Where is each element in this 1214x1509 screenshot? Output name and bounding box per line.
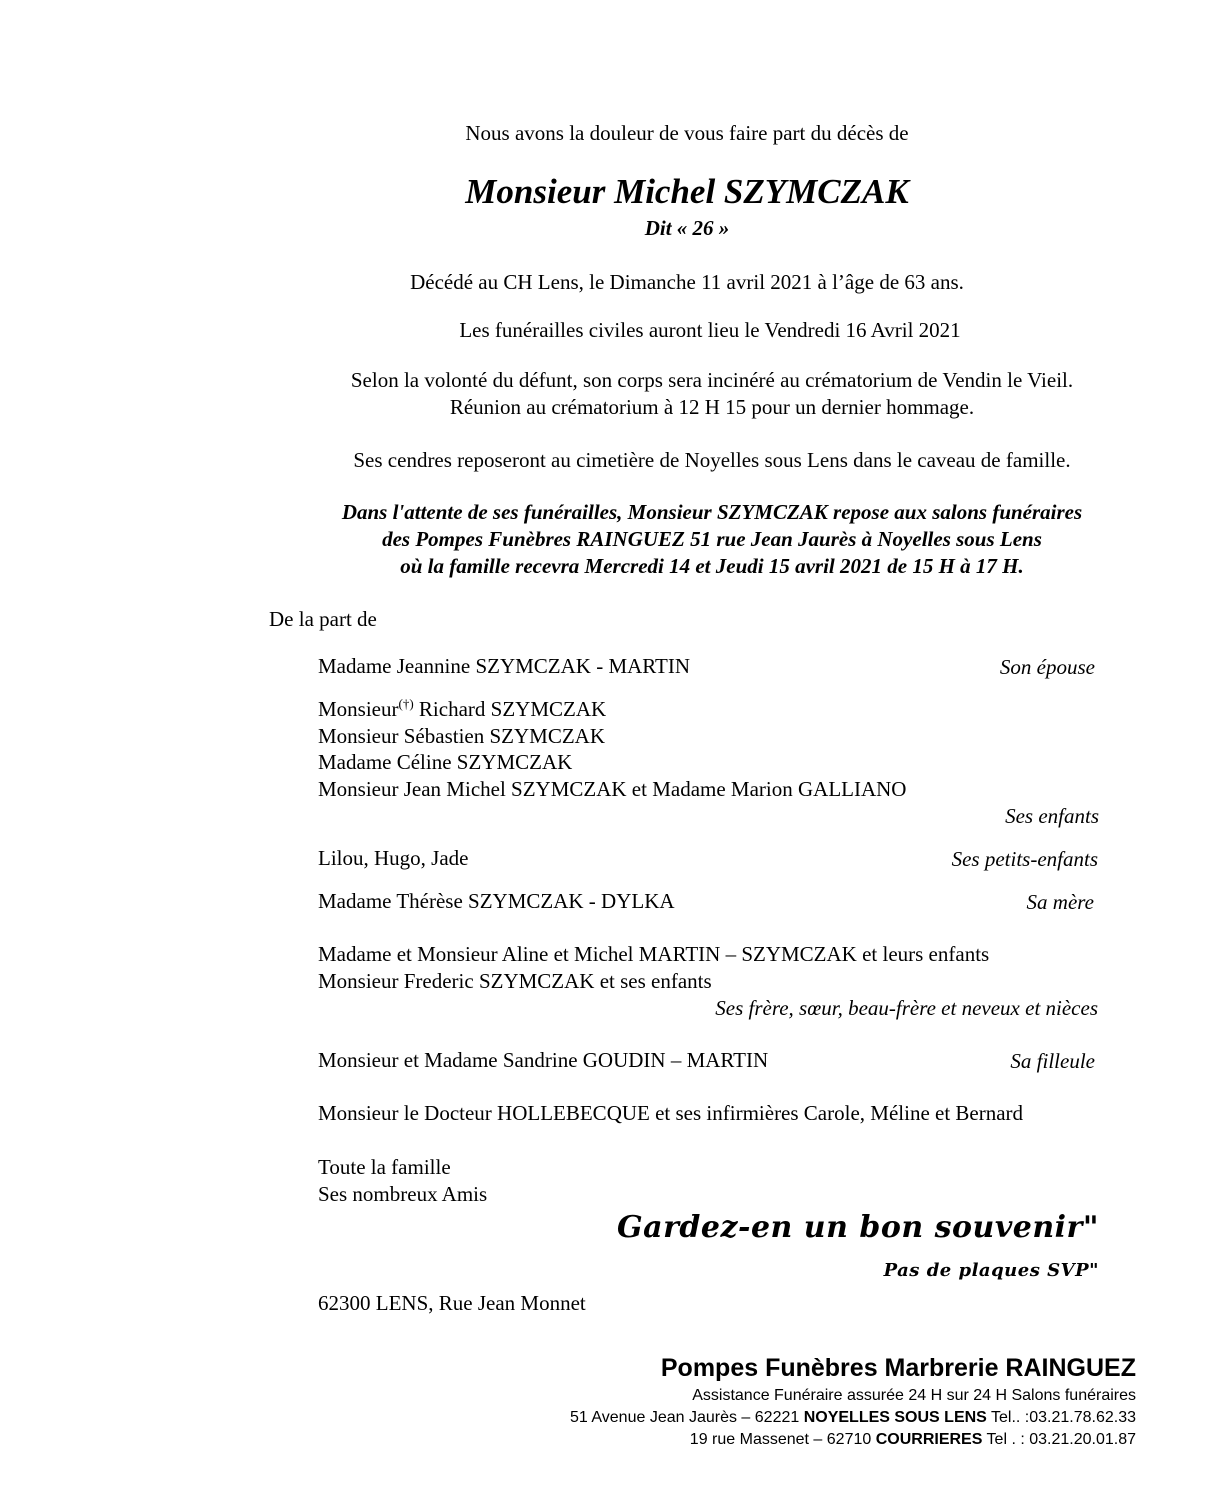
child-2: Monsieur Sébastien SZYMCZAK — [318, 724, 605, 748]
office-1-city: NOYELLES SOUS LENS — [803, 1409, 987, 1426]
souvenir-line: Gardez-en un bon souvenir" — [617, 1210, 1099, 1245]
spouse-name: Madame Jeannine SZYMCZAK - MARTIN — [318, 654, 691, 678]
viewing-line-1: Dans l'attente de ses funérailles, Monsieur SZYMCZAK repose aux salons funéraires — [341, 500, 1083, 524]
office-2-city: COURRIERES — [875, 1431, 983, 1448]
deceased-nickname: Dit « 26 » — [644, 216, 730, 240]
sibling-1: Madame et Monsieur Aline et Michel MARTIN – SZYMCZAK et leurs enfants — [318, 942, 990, 966]
children-relation: Ses enfants — [1005, 804, 1099, 828]
office-1-tel: Tel.. :03.21.78.62.33 — [986, 1409, 1136, 1426]
child-1-prefix: Monsieur — [318, 697, 399, 721]
child-3: Madame Céline SZYMCZAK — [318, 750, 573, 774]
from-label: De la part de — [269, 607, 377, 631]
address-line: 62300 LENS, Rue Jean Monnet — [318, 1291, 586, 1315]
deceased-name: Monsieur Michel SZYMCZAK — [465, 172, 909, 211]
cremation-line-2: Réunion au crématorium à 12 H 15 pour un dernier hommage. — [449, 395, 975, 419]
spouse-relation: Son épouse — [999, 655, 1095, 679]
child-1-name: Richard SZYMCZAK — [413, 697, 607, 721]
child-1 — [318, 697, 606, 722]
siblings-relation: Ses frère, sœur, beau-frère et neveux et nièces — [715, 996, 1098, 1020]
funeral-home-office-2 — [690, 1431, 1136, 1449]
goddaughter-name: Monsieur et Madame Sandrine GOUDIN – MARTIN — [318, 1048, 769, 1072]
deceased-mark: (†) — [398, 696, 414, 711]
friends-line: Ses nombreux Amis — [318, 1182, 488, 1206]
mother-name: Madame Thérèse SZYMCZAK - DYLKA — [318, 889, 675, 913]
ashes-line: Ses cendres reposeront au cimetière de Noyelles sous Lens dans le caveau de famille. — [353, 448, 1071, 472]
viewing-line-2: des Pompes Funèbres RAINGUEZ 51 rue Jean Jaurès à Noyelles sous Lens — [382, 527, 1042, 551]
family-all: Toute la famille — [318, 1155, 451, 1179]
funeral-line: Les funérailles civiles auront lieu le Vendredi 16 Avril 2021 — [459, 318, 961, 342]
doctor-line: Monsieur le Docteur HOLLEBECQUE et ses infirmières Carole, Méline et Bernard — [318, 1101, 1024, 1125]
mother-relation: Sa mère — [1026, 890, 1094, 914]
sibling-2: Monsieur Frederic SZYMCZAK et ses enfants — [318, 969, 712, 993]
viewing-line-3: où la famille recevra Mercredi 14 et Jeudi 15 avril 2021 de 15 H à 17 H. — [400, 554, 1024, 578]
death-line: Décédé au CH Lens, le Dimanche 11 avril 2021 à l’âge de 63 ans. — [410, 270, 964, 294]
office-2-tel: Tel . : 03.21.20.01.87 — [982, 1431, 1136, 1448]
funeral-home-service: Assistance Funéraire assurée 24 H sur 24 H Salons funéraires — [692, 1387, 1136, 1404]
goddaughter-relation: Sa filleule — [1010, 1049, 1095, 1073]
office-2-address: 19 rue Massenet – 62710 — [689, 1431, 876, 1448]
child-4: Monsieur Jean Michel SZYMCZAK et Madame Marion GALLIANO — [318, 777, 907, 801]
no-plaques-line: Pas de plaques SVP" — [883, 1260, 1099, 1281]
intro-line: Nous avons la douleur de vous faire part du décès de — [465, 121, 909, 145]
funeral-home-name: Pompes Funèbres Marbrerie RAINGUEZ — [660, 1354, 1136, 1382]
cremation-line-1: Selon la volonté du défunt, son corps sera incinéré au crématorium de Vendin le Vieil. — [350, 368, 1074, 392]
grandchildren-names: Lilou, Hugo, Jade — [318, 846, 469, 870]
office-1-address: 51 Avenue Jean Jaurès – 62221 — [570, 1409, 804, 1426]
funeral-home-office-1 — [570, 1409, 1136, 1427]
grandchildren-relation: Ses petits-enfants — [951, 847, 1098, 871]
